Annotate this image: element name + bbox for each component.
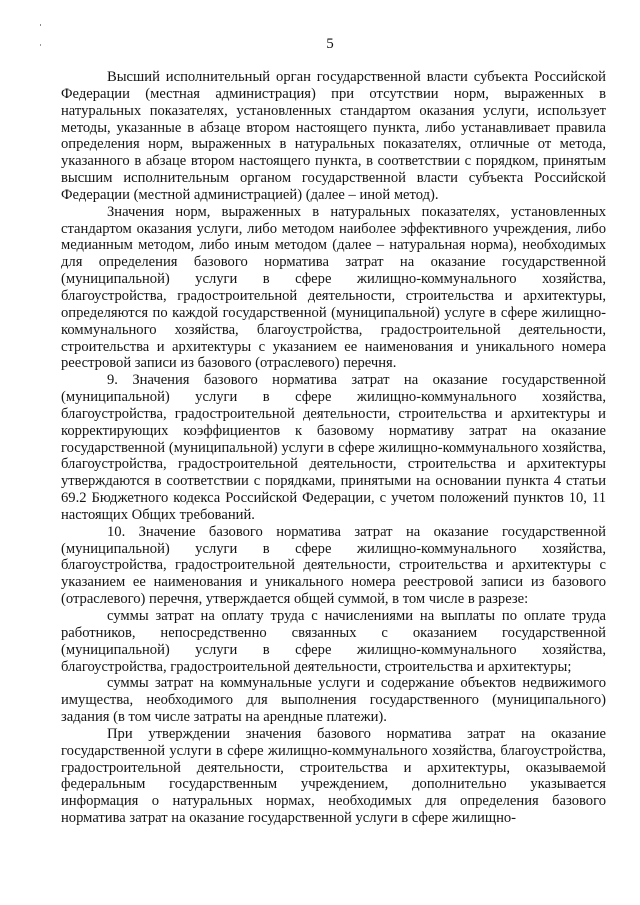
paragraph: При утверждении значения базового норматива затрат на оказание государственной услуги в сфере жилищно-коммунального хозяйства, благоустройства, градостроительной деятельности, строительства и архитектуры, оказываемой федеральным государственным учреждением, дополнительно указывается информация о натуральных нормах, необходимых для определения базового норматива затрат на оказание государственной услуги в сфере жилищно- (61, 725, 606, 827)
paragraph: Значения норм, выраженных в натуральных показателях, установленных стандартом оказания услуги, либо методом наиболее эффективного учреждения, либо медианным методом, либо иным методом (далее – натуральная норма), необходимых для определения базового норматива затрат на оказание государственной (муниципальной) услуги в сфере жилищно-коммунального хозяйства, благоустройства, градостроительной деятельности, строительства и архитектуры, определяются по каждой государственной (муниципальной) услуге в сфере жилищно-коммунального хозяйства, благоустройства, градостроительной деятельности, строительства и архитектуры с указанием ее наименования и уникального номера реестровой записи из базового (отраслевого) перечня. (61, 203, 606, 372)
paragraph: суммы затрат на коммунальные услуги и содержание объектов недвижимого имущества, необходимого для выполнения государственного (муниципального) задания (в том числе затраты на арендные платежи). (61, 675, 606, 726)
paragraph: 9. Значения базового норматива затрат на оказание государственной (муниципальной) услуги в сфере жилищно-коммунального хозяйства, благоустройства, градостроительной деятельности, строительства и архитектуры и корректирующих коэффициентов к базовому нормативу затрат на оказание государственной (муниципальной) услуги в сфере жилищно-коммунального хозяйства, благоустройства, градостроительной деятельности, строительства и архитектуры утверждаются в соответствии с порядками, принятыми на основании пункта 4 статьи 69.2 Бюджетного кодекса Российской Федерации, с учетом положений пунктов 10, 11 настоящих Общих требований. (61, 372, 606, 523)
paragraph: суммы затрат на оплату труда с начислениями на выплаты по оплате труда работников, непосредственно связанных с оказанием государственной (муниципальной) услуги в сфере жилищно-коммунального хозяйства, благоустройства, градостроительной деятельности, строительства и архитектуры; (61, 608, 606, 675)
page-number: 5 (326, 36, 334, 52)
paragraph: Высший исполнительный орган государственной власти субъекта Российской Федерации (местная администрация) при отсутствии норм, выраженных в натуральных показателях, установленных стандартом оказания услуги, использует методы, указанные в абзаце втором настоящего пункта, либо устанавливает правила определения норм, выраженных в натуральных показателях, отличные от метода, указанного в абзаце втором настоящего пункта, в соответствии с порядком, принятым высшим исполнительным органом государственной власти субъекта Российской Федерации (местной администрацией) (далее – иной метод). (61, 69, 606, 203)
scan-artifact (40, 24, 41, 26)
document-body (61, 69, 606, 827)
paragraph: 10. Значение базового норматива затрат на оказание государственной (муниципальной) услуги в сфере жилищно-коммунального хозяйства, благоустройства, градостроительной деятельности, строительства и архитектуры с указанием ее наименования и уникального номера реестровой записи из базового (отраслевого) перечня, утверждается общей суммой, в том числе в разрезе: (61, 523, 606, 608)
